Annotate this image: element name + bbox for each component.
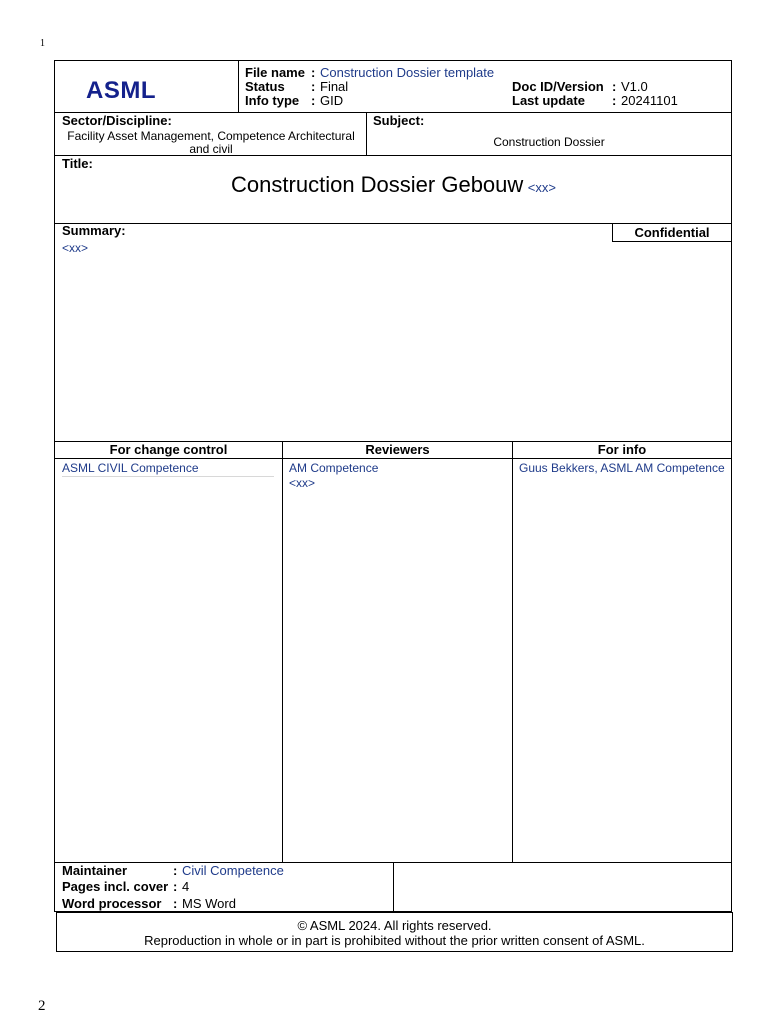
pages-row bbox=[62, 880, 189, 894]
sector-value-line1: Facility Asset Management, Competence Architectural bbox=[67, 129, 355, 143]
summary-label: Summary: bbox=[62, 223, 126, 238]
col-header-change-control: For change control bbox=[109, 442, 228, 457]
file-name-row bbox=[245, 66, 494, 80]
maintainer-label: Maintainer bbox=[62, 863, 128, 878]
word-processor-sep: : bbox=[173, 896, 178, 911]
subject-label: Subject: bbox=[373, 113, 425, 128]
title-label: Title: bbox=[62, 156, 93, 171]
sector-value-line2: and civil bbox=[189, 142, 233, 156]
col-header-for-info: For info bbox=[597, 442, 647, 457]
info-type-value: GID bbox=[320, 93, 344, 108]
pages-value: 4 bbox=[182, 879, 190, 894]
doc-id-value: V1.0 bbox=[621, 79, 648, 94]
copyright-footer bbox=[56, 912, 733, 952]
summary-value: <xx> bbox=[62, 241, 89, 255]
last-update-label: Last update bbox=[512, 93, 585, 108]
asml-logo: ASML bbox=[86, 77, 156, 104]
confidential-badge: Confidential bbox=[612, 223, 732, 242]
pages-sep: : bbox=[173, 879, 178, 894]
copyright-line: © ASML 2024. All rights reserved. bbox=[297, 918, 492, 933]
reviewer-item-2: <xx> bbox=[289, 476, 316, 490]
status-value: Final bbox=[320, 79, 349, 94]
maintainer-sep: : bbox=[173, 863, 178, 878]
file-name-value: Construction Dossier template bbox=[320, 65, 495, 80]
word-processor-label: Word processor bbox=[62, 896, 162, 911]
col-header-reviewers: Reviewers bbox=[365, 442, 430, 457]
rule-dist-col2 bbox=[512, 441, 513, 863]
doc-id-row bbox=[512, 80, 648, 94]
sector-value bbox=[58, 130, 364, 156]
maintainer-row bbox=[62, 864, 284, 878]
status-label: Status bbox=[245, 79, 285, 94]
file-name-sep: : bbox=[311, 65, 316, 80]
rule-dist-header-bottom bbox=[55, 458, 732, 459]
for-info-item: Guus Bekkers, ASML AM Competence bbox=[519, 461, 725, 475]
reproduction-notice: Reproduction in whole or in part is prohibited without the prior written consent of ASML. bbox=[144, 933, 645, 948]
last-update-row bbox=[512, 94, 678, 108]
status-sep: : bbox=[311, 79, 316, 94]
info-type-row bbox=[245, 94, 343, 108]
maintainer-value: Civil Competence bbox=[182, 863, 284, 878]
file-name-label: File name bbox=[245, 65, 305, 80]
document-title-main: Construction Dossier Gebouw bbox=[231, 172, 524, 197]
word-processor-row bbox=[62, 897, 236, 911]
last-update-value: 20241101 bbox=[621, 93, 678, 108]
info-type-sep: : bbox=[311, 93, 316, 108]
sector-label: Sector/Discipline: bbox=[62, 113, 172, 128]
page-number-bottom: 2 bbox=[38, 998, 46, 1014]
rule-dist-col1 bbox=[282, 441, 283, 863]
pages-label: Pages incl. cover bbox=[62, 879, 169, 894]
rule-logo-divider bbox=[238, 61, 239, 113]
doc-id-sep: : bbox=[612, 79, 617, 94]
info-type-label: Info type bbox=[245, 93, 300, 108]
status-row bbox=[245, 80, 348, 94]
subject-value: Construction Dossier bbox=[493, 135, 605, 149]
change-control-item: ASML CIVIL Competence bbox=[62, 462, 274, 477]
document-title-placeholder: <xx> bbox=[527, 180, 556, 195]
reviewer-item-1: AM Competence bbox=[289, 461, 379, 475]
doc-id-label: Doc ID/Version bbox=[512, 79, 604, 94]
word-processor-value: MS Word bbox=[182, 896, 236, 911]
last-update-sep: : bbox=[612, 93, 617, 108]
document-title bbox=[56, 172, 731, 198]
rule-meta-divider bbox=[393, 862, 394, 912]
page-number-top: 1 bbox=[40, 38, 45, 49]
rule-sector-divider bbox=[366, 112, 367, 156]
